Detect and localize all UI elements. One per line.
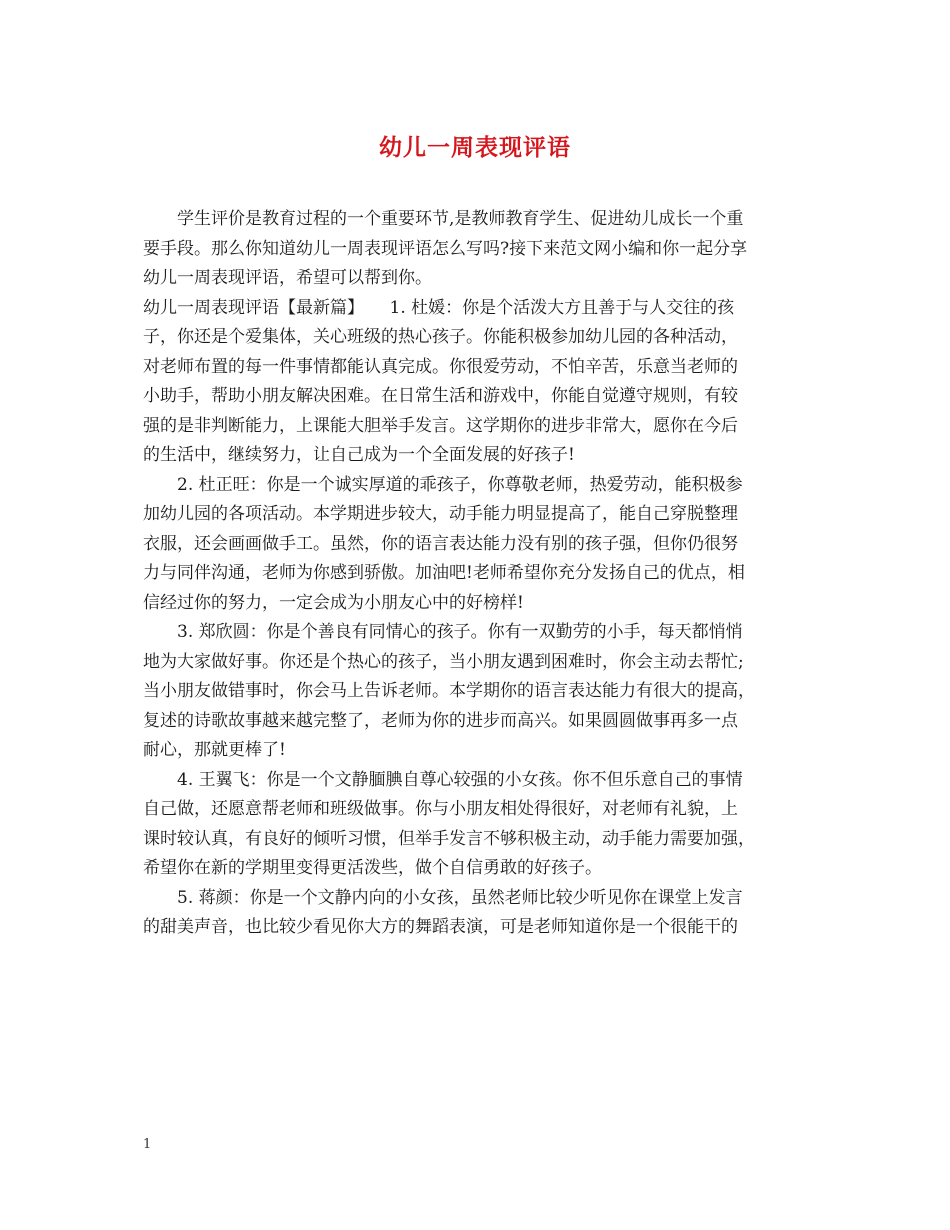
text-line: 子，你还是个爱集体，关心班级的热心孩子。你能积极参加幼儿园的各种活动， [143,327,738,347]
document-body [143,205,810,943]
text-line: 加幼儿园的各项活动。本学期进步较大，动手能力明显提高了，能自己穿脱整理 [143,504,738,524]
text-line: 的甜美声音，也比较少看见你大方的舞蹈表演，可是老师知道你是一个很能干的 [143,917,738,937]
text-line: 耐心，那就更棒了! [143,740,286,760]
text-line: 复述的诗歌故事越来越完整了，老师为你的进步而高兴。如果圆圆做事再多一点 [143,710,738,731]
text-line: 的生活中，继续努力，让自己成为一个全面发展的好孩子! [143,445,575,465]
page-number: 1 [143,1137,152,1152]
text-line: 希望你在新的学期里变得更活泼些，做个自信勇敢的好孩子。 [143,858,602,878]
text-line: 课时较认真，有良好的倾听习惯，但举手发言不够积极主动，动手能力需要加强， [143,828,755,849]
text-line: 当小朋友做错事时，你会马上告诉老师。本学期你的语言表达能力有很大的提高， [143,681,755,701]
text-line: 5. 蒋颜：你是一个文静内向的小女孩，虽然老师比较少听见你在课堂上发言 [177,887,743,908]
text-line: 地为大家做好事。你还是个热心的孩子，当小朋友遇到困难时，你会主动去帮忙; [143,651,744,672]
text-line: 信经过你的努力，一定会成为小朋友心中的好榜样! [143,592,524,613]
text-line: 幼儿一周表现评语，希望可以帮到你。 [143,268,432,288]
text-line: 自己做，还愿意帮老师和班级做事。你与小朋友相处得很好，对老师有礼貌，上 [143,799,738,819]
text-line: 3. 郑欣圆：你是个善良有同情心的孩子。你有一双勤劳的小手，每天都悄悄 [177,622,743,642]
text-line: 要手段。那么你知道幼儿一周表现评语怎么写吗?接下来范文网小编和你一起分享 [143,238,748,259]
text-line: 2. 杜正旺：你是一个诚实厚道的乖孩子，你尊敬老师，热爱劳动，能积极参 [177,474,743,495]
text-line: 幼儿一周表现评语【最新篇】 1. 杜媛：你是个活泼大方且善于与人交往的孩 [143,297,735,318]
document-title: 幼儿一周表现评语 [379,134,571,161]
text-line: 对老师布置的每一件事情都能认真完成。你很爱劳动，不怕辛苦，乐意当老师的 [143,356,738,377]
text-line: 学生评价是教育过程的一个重要环节,是教师教育学生、促进幼儿成长一个重 [177,209,744,229]
text-line: 衣服，还会画画做手工。虽然，你的语言表达能力没有别的孩子强，但你仍很努 [143,533,738,554]
text-line: 4. 王翼飞：你是一个文静腼腆自尊心较强的小女孩。你不但乐意自己的事情 [177,769,743,790]
text-line: 力与同伴沟通，老师为你感到骄傲。加油吧!老师希望你充分发扬自己的优点，相 [143,563,745,583]
text-line: 强的是非判断能力，上课能大胆举手发言。这学期你的进步非常大，愿你在今后 [143,415,738,436]
text-line: 小助手，帮助小朋友解决困难。在日常生活和游戏中，你能自觉遵守规则，有较 [143,386,738,406]
